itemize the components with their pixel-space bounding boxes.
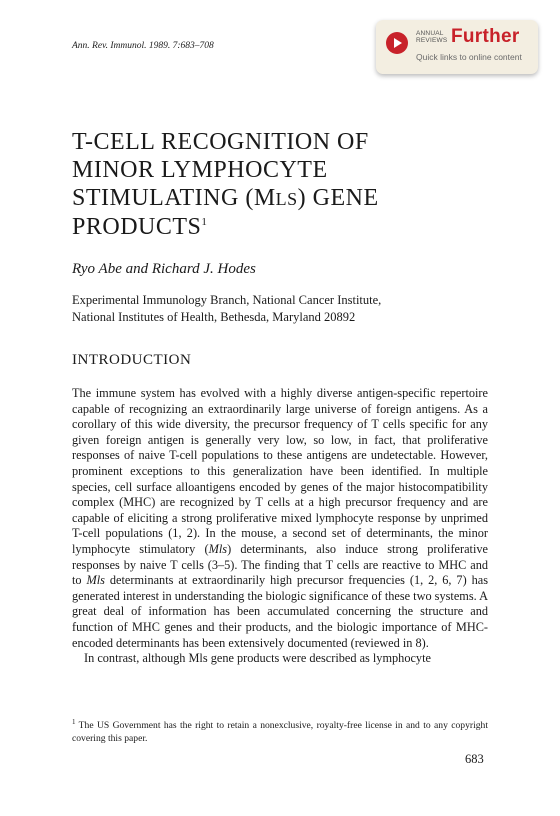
further-subtitle: Quick links to online content <box>416 52 522 62</box>
footnote-mark: 1 <box>72 718 76 726</box>
author-affiliation <box>72 292 492 326</box>
paragraph-1-part-1: The immune system has evolved with a highly diverse antigen-specific repertoire capable of recognizing an extraordinarily large universe of foreign antigens. As a corollary of this wide diversity, the precursor frequency of T cells specific for any given foreign antigen is generally very low, so low, in fact, that proliferative responses of naive T-cell populations to these antigens are undetectable. However, prominent exceptions to this generalization have been identified. In multiple species, cell surface alloantigens encoded by genes of the major histocompatibility complex (MHC) are recognized by T cells at a high precursor frequency and are capable of eliciting a strong proliferative mixed lymphocyte response by unprimed T-cell populations (1, 2). In the mouse, a second set of determinants, the minor lymphocyte stimulatory ( <box>72 386 488 556</box>
paragraph-1-italic-1: Mls <box>208 541 228 556</box>
affiliation-line-1: Experimental Immunology Branch, National Cancer Institute, <box>72 293 382 307</box>
title-line-4: PRODUCTS <box>72 214 202 240</box>
title-line-3-post: ) GENE <box>297 185 379 211</box>
paragraph-1 <box>72 386 488 651</box>
title-line-3-small-caps: LS <box>275 189 298 209</box>
title-line-3-pre: STIMULATING (M <box>72 185 276 211</box>
page-number: 683 <box>465 752 484 766</box>
play-icon <box>386 32 408 54</box>
journal-citation: Ann. Rev. Immunol. 1989. 7:683–708 <box>72 41 214 51</box>
annual-reviews-further-widget[interactable] <box>376 20 538 74</box>
paragraph-1-italic-2: Mls <box>86 573 105 588</box>
paragraph-1-part-2: ) determinants, also induce strong proliferative responses by naive T cells (3–5). The finding that T cells are reactive to MHC and to <box>72 541 488 588</box>
title-line-2: MINOR LYMPHOCYTE <box>72 157 328 183</box>
article-title <box>72 128 472 241</box>
title-footnote-mark[interactable]: 1 <box>201 216 208 228</box>
author-list: Ryo Abe and Richard J. Hodes <box>72 261 256 277</box>
footnote-text: The US Government has the right to retain a nonexclusive, royalty-free license in and to any copyright covering this paper. <box>72 720 488 745</box>
body-text <box>72 386 488 667</box>
footnote <box>72 716 488 745</box>
paragraph-1-part-3: determinants at extraordinarily high precursor frequencies (1, 2, 6, 7) has generated interest in understanding the biologic significance of these two systems. A great deal of information has been accumulated concerning the structure and function of MHC genes and their products, and the biologic importance of MHC-encoded determinants has been extensively documented (reviewed in 8). <box>72 573 488 650</box>
section-heading: INTRODUCTION <box>72 352 192 368</box>
paragraph-2: In contrast, although Mls gene products were described as lymphocyte <box>84 651 431 666</box>
further-brand-big: Further <box>451 26 520 47</box>
affiliation-line-2: National Institutes of Health, Bethesda, Maryland 20892 <box>72 310 356 324</box>
title-line-1: T-CELL RECOGNITION OF <box>72 129 369 155</box>
further-brand-small: ANNUAL REVIEWS <box>416 30 448 44</box>
